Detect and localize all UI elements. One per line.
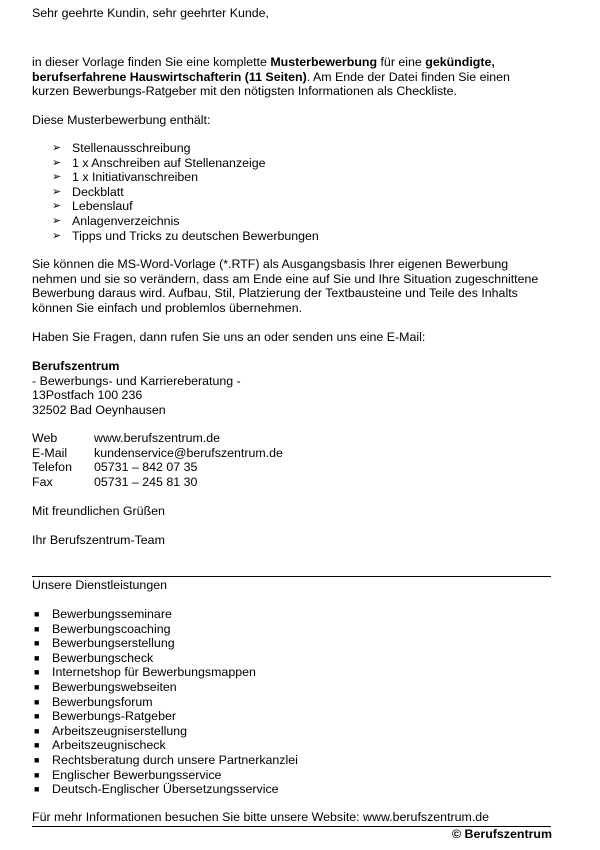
service-item-label: Arbeitszeugniserstellung xyxy=(52,723,187,738)
arrow-bullet-icon: ➢ xyxy=(52,214,62,227)
square-bullet-icon: ■ xyxy=(34,740,40,751)
services-list xyxy=(32,607,552,797)
contact-value: 05731 – 245 81 30 xyxy=(94,474,198,489)
intro-text-1: in dieser Vorlage finden Sie eine komplette xyxy=(32,55,271,69)
service-item xyxy=(32,680,552,695)
usage-line: können Sie einfach und problemlos übernehmen. xyxy=(32,300,303,315)
contents-list xyxy=(32,141,552,243)
contact-row xyxy=(32,475,552,490)
service-item xyxy=(32,782,552,797)
more-info: Für mehr Informationen besuchen Sie bitte unsere Website: www.berufszentrum.de xyxy=(32,810,490,824)
contents-item xyxy=(32,229,552,244)
company-name: Berufszentrum xyxy=(32,359,120,373)
service-item-label: Deutsch-Englischer Übersetzungsservice xyxy=(52,782,279,797)
contact-value: 05731 – 842 07 35 xyxy=(94,460,198,475)
contents-item-label: Anlagenverzeichnis xyxy=(72,213,180,228)
contents-item xyxy=(32,185,552,200)
arrow-bullet-icon: ➢ xyxy=(52,185,62,198)
usage-line: Sie können die MS-Word-Vorlage (*.RTF) als Ausgangsbasis Ihrer eigenen Bewerbung xyxy=(32,257,509,271)
intro-paragraph xyxy=(32,55,552,99)
service-item-label: Arbeitszeugnischeck xyxy=(52,738,166,753)
contents-item-label: 1 x Anschreiben auf Stellenanzeige xyxy=(72,155,266,170)
arrow-bullet-icon: ➢ xyxy=(52,171,62,184)
contents-item xyxy=(32,170,552,185)
contact-value: www.berufszentrum.de xyxy=(94,431,221,445)
service-item xyxy=(32,607,552,622)
contact-label: E-Mail xyxy=(32,445,68,460)
square-bullet-icon: ■ xyxy=(34,696,40,707)
contents-item xyxy=(32,214,552,229)
closing: Mit freundlichen Grüßen xyxy=(32,504,165,518)
square-bullet-icon: ■ xyxy=(34,784,40,795)
service-item xyxy=(32,651,552,666)
contact-table xyxy=(32,431,552,489)
contents-item xyxy=(32,156,552,171)
contents-item-label: Stellenausschreibung xyxy=(72,141,191,155)
square-bullet-icon: ■ xyxy=(34,725,40,736)
company-street: 13Postfach 100 236 xyxy=(32,388,143,403)
contact-label: Telefon xyxy=(32,460,72,475)
greeting: Sehr geehrte Kundin, sehr geehrter Kunde, xyxy=(32,6,269,20)
service-item-label: Bewerbungscheck xyxy=(52,650,154,665)
questions-line: Haben Sie Fragen, dann rufen Sie uns an oder senden uns eine E-Mail: xyxy=(32,330,426,344)
intro-bold-2: gekündigte, xyxy=(425,55,495,69)
service-item-label: Bewerbungsforum xyxy=(52,694,153,709)
square-bullet-icon: ■ xyxy=(34,711,40,722)
square-bullet-icon: ■ xyxy=(34,769,40,780)
contents-item xyxy=(32,141,552,156)
contact-row xyxy=(32,446,552,461)
service-item xyxy=(32,622,552,637)
contact-value: kundenservice@berufszentrum.de xyxy=(94,445,283,460)
company-block xyxy=(32,359,552,417)
square-bullet-icon: ■ xyxy=(34,623,40,634)
service-item xyxy=(32,753,552,768)
square-bullet-icon: ■ xyxy=(34,681,40,692)
service-item xyxy=(32,768,552,783)
contact-row xyxy=(32,460,552,475)
service-item-label: Bewerbungserstellung xyxy=(52,636,175,651)
contents-item-label: Tipps und Tricks zu deutschen Bewerbungen xyxy=(72,228,319,243)
square-bullet-icon: ■ xyxy=(34,667,40,678)
intro-bold-3: berufserfahrene Hauswirtschafterin (11 Seiten) xyxy=(32,69,307,84)
square-bullet-icon: ■ xyxy=(34,754,40,765)
divider-top xyxy=(32,576,551,577)
square-bullet-icon: ■ xyxy=(34,638,40,649)
intro-bold-1: Musterbewerbung xyxy=(270,55,378,69)
service-item xyxy=(32,695,552,710)
service-item-label: Bewerbungscoaching xyxy=(52,621,171,636)
arrow-bullet-icon: ➢ xyxy=(52,229,62,242)
signature: Ihr Berufszentrum-Team xyxy=(32,533,165,547)
contact-label: Fax xyxy=(32,474,53,489)
company-city: 32502 Bad Oeynhausen xyxy=(32,402,166,417)
service-item-label: Bewerbungs-Ratgeber xyxy=(52,709,176,724)
service-item-label: Internetshop für Bewerbungsmappen xyxy=(52,665,256,680)
contact-row xyxy=(32,431,552,446)
intro-line-3: kurzen Bewerbungs-Ratgeber mit den nötigsten Informationen als Checkliste. xyxy=(32,84,457,99)
contents-item-label: Lebenslauf xyxy=(72,199,133,214)
usage-paragraph xyxy=(32,257,552,315)
service-item-label: Bewerbungsseminare xyxy=(52,607,172,621)
service-item xyxy=(32,724,552,739)
contents-item xyxy=(32,199,552,214)
services-heading: Unsere Dienstleistungen xyxy=(32,578,167,592)
service-item-label: Rechtsberatung durch unsere Partnerkanzlei xyxy=(52,752,298,767)
contains-heading: Diese Musterbewerbung enthält: xyxy=(32,113,211,127)
company-subtitle: - Bewerbungs- und Karriereberatung - xyxy=(32,373,241,388)
arrow-bullet-icon: ➢ xyxy=(52,156,62,169)
contact-label: Web xyxy=(32,431,58,445)
contents-item-label: Deckblatt xyxy=(72,184,124,199)
contents-item-label: 1 x Initiativanschreiben xyxy=(72,170,199,185)
service-item xyxy=(32,709,552,724)
intro-text-2: für eine xyxy=(377,55,426,69)
square-bullet-icon: ■ xyxy=(34,609,40,619)
service-item-label: Englischer Bewerbungsservice xyxy=(52,767,222,782)
service-item xyxy=(32,665,552,680)
usage-line: Bewerbung daraus wird. Aufbau, Stil, Platzierung der Textbausteine und Teile des Inhalts xyxy=(32,286,518,301)
copyright: © Berufszentrum xyxy=(451,827,552,841)
usage-line: nehmen und sie so verändern, dass am Ende eine auf Sie und Ihre Situation zugeschnittene xyxy=(32,271,539,286)
service-item xyxy=(32,738,552,753)
service-item xyxy=(32,636,552,651)
service-item-label: Bewerbungswebseiten xyxy=(52,679,177,694)
intro-text-3: . Am Ende der Datei finden Sie einen xyxy=(306,69,510,84)
arrow-bullet-icon: ➢ xyxy=(52,200,62,213)
square-bullet-icon: ■ xyxy=(34,652,40,663)
arrow-bullet-icon: ➢ xyxy=(52,142,62,154)
